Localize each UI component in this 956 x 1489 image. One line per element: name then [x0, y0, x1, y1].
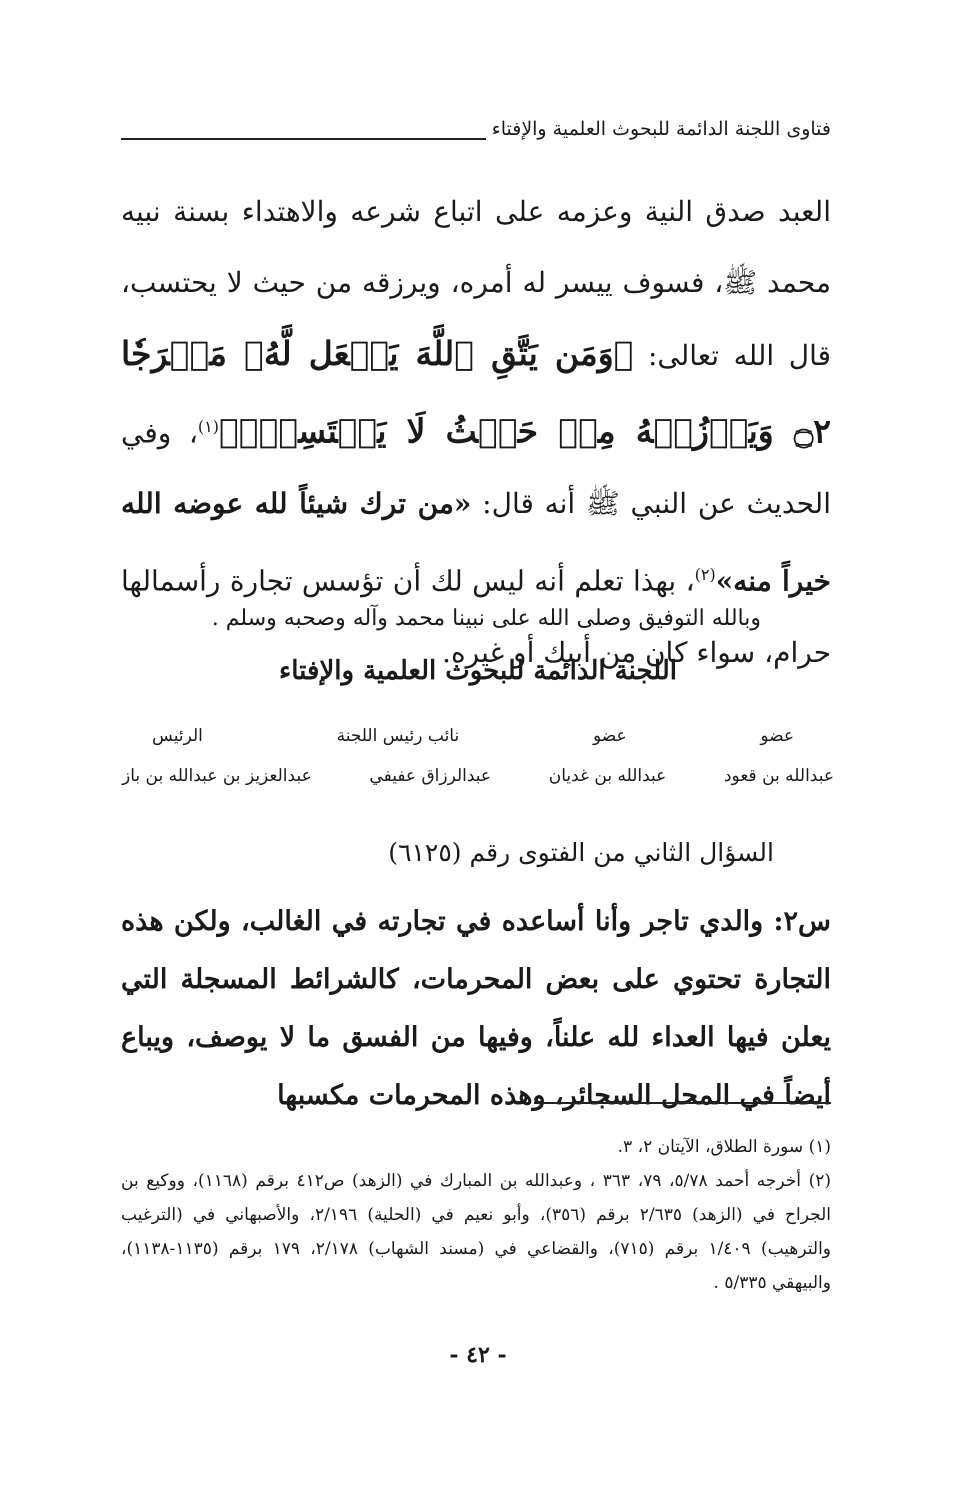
question-paragraph — [121, 893, 831, 1125]
signature-title: عضو — [760, 726, 794, 746]
signature-title: عضو — [592, 726, 627, 746]
running-header — [121, 118, 831, 148]
signature-name: عبدالرزاق عفيفي — [369, 766, 492, 786]
header-title: فتاوى اللجنة الدائمة للبحوث العلمية والإفتاء — [486, 118, 831, 140]
question-title: السؤال الثاني من الفتوى رقم (٦١٢٥) — [388, 838, 774, 867]
footnote-ref-1: (١) — [197, 417, 219, 436]
committee-name: اللجنة الدائمة للبحوث العلمية والإفتاء — [279, 656, 677, 686]
answer-text-part-2: ، وفي الحديث عن النبي ﷺ أنه قال: — [121, 416, 831, 521]
answer-text-part-3: ، بهذا تعلم أنه ليس لك أن تؤسس تجارة رأسمالها حرام، سواء كان من أبيك أو غيره. — [121, 564, 831, 669]
footnote-separator — [534, 1102, 831, 1104]
footnote-1: (١) سورة الطلاق، الآيتان ٢، ٣. — [617, 1137, 831, 1157]
signature-name: عبدالله بن غديان — [548, 766, 667, 786]
page-number: - ٤٢ - — [449, 1342, 507, 1368]
hadith-quote: «من ترك شيئاً لله عوضه الله خيراً منه» — [121, 487, 831, 598]
footnotes — [121, 1130, 831, 1300]
quran-verse: ﴿وَمَن يَتَّقِ ٱللَّهَ يَجۡعَل لَّهُۥ مَخۡرَجٗا ۝٢ وَيَرۡزُقۡهُ مِنۡ حَيۡثُ لَا يَحۡتَسِبُۚ﴾ — [121, 334, 831, 451]
footnote-2: (٢) أخرجه أحمد ٥/٧٨، ٧٩، ٣٦٣ ، وعبدالله بن المبارك في (الزهد) ص٤١٢ برقم (١١٦٨)، ووكيع بن الجراح في (الزهد) ٢/٦٣٥ برقم (٣٥٦)، وأبو نعيم في (الحلية) ٢/١٩٦، والأصبهاني في (الترغيب والترهيب) ١/٤٠٩ برقم (٧١٥)، والقضاعي في (مسند الشهاب) ٢/١٧٨، ١٧٩ برقم (١١٣٥-١١٣٨)، والبيهقي ٥/٣٣٥ . — [121, 1171, 831, 1293]
answer-text-part-1: العبد صدق النية وعزمه على اتباع شرعه والاهتداء بسنة نبيه محمد ﷺ، فسوف ييسر له أمره، ويرزقه من حيث لا يحتسب، قال الله تعالى: — [121, 195, 831, 372]
signature-titles — [122, 726, 834, 746]
question-text: س٢: والدي تاجر وأنا أساعده في تجارته في الغالب، ولكن هذه التجارة تحتوي على بعض المحرمات، كالشرائط المسجلة التي يعلن فيها العداء لله علناً، وفيها من الفسق ما لا يوصف، ويباع أيضاً في المحل السجائر، وهذه المحرمات مكسبها — [121, 906, 831, 1111]
signature-names — [122, 766, 834, 786]
signature-title: نائب رئيس اللجنة — [336, 726, 460, 746]
signature-title: الرئيس — [152, 726, 203, 746]
signature-name: عبدالله بن قعود — [723, 766, 834, 786]
footnote-ref-2: (٢) — [694, 565, 716, 585]
signature-name: عبدالعزيز بن عبدالله بن باز — [122, 766, 312, 786]
closing-line: وبالله التوفيق وصلى الله على نبينا محمد وآله وصحبه وسلم . — [211, 606, 761, 631]
